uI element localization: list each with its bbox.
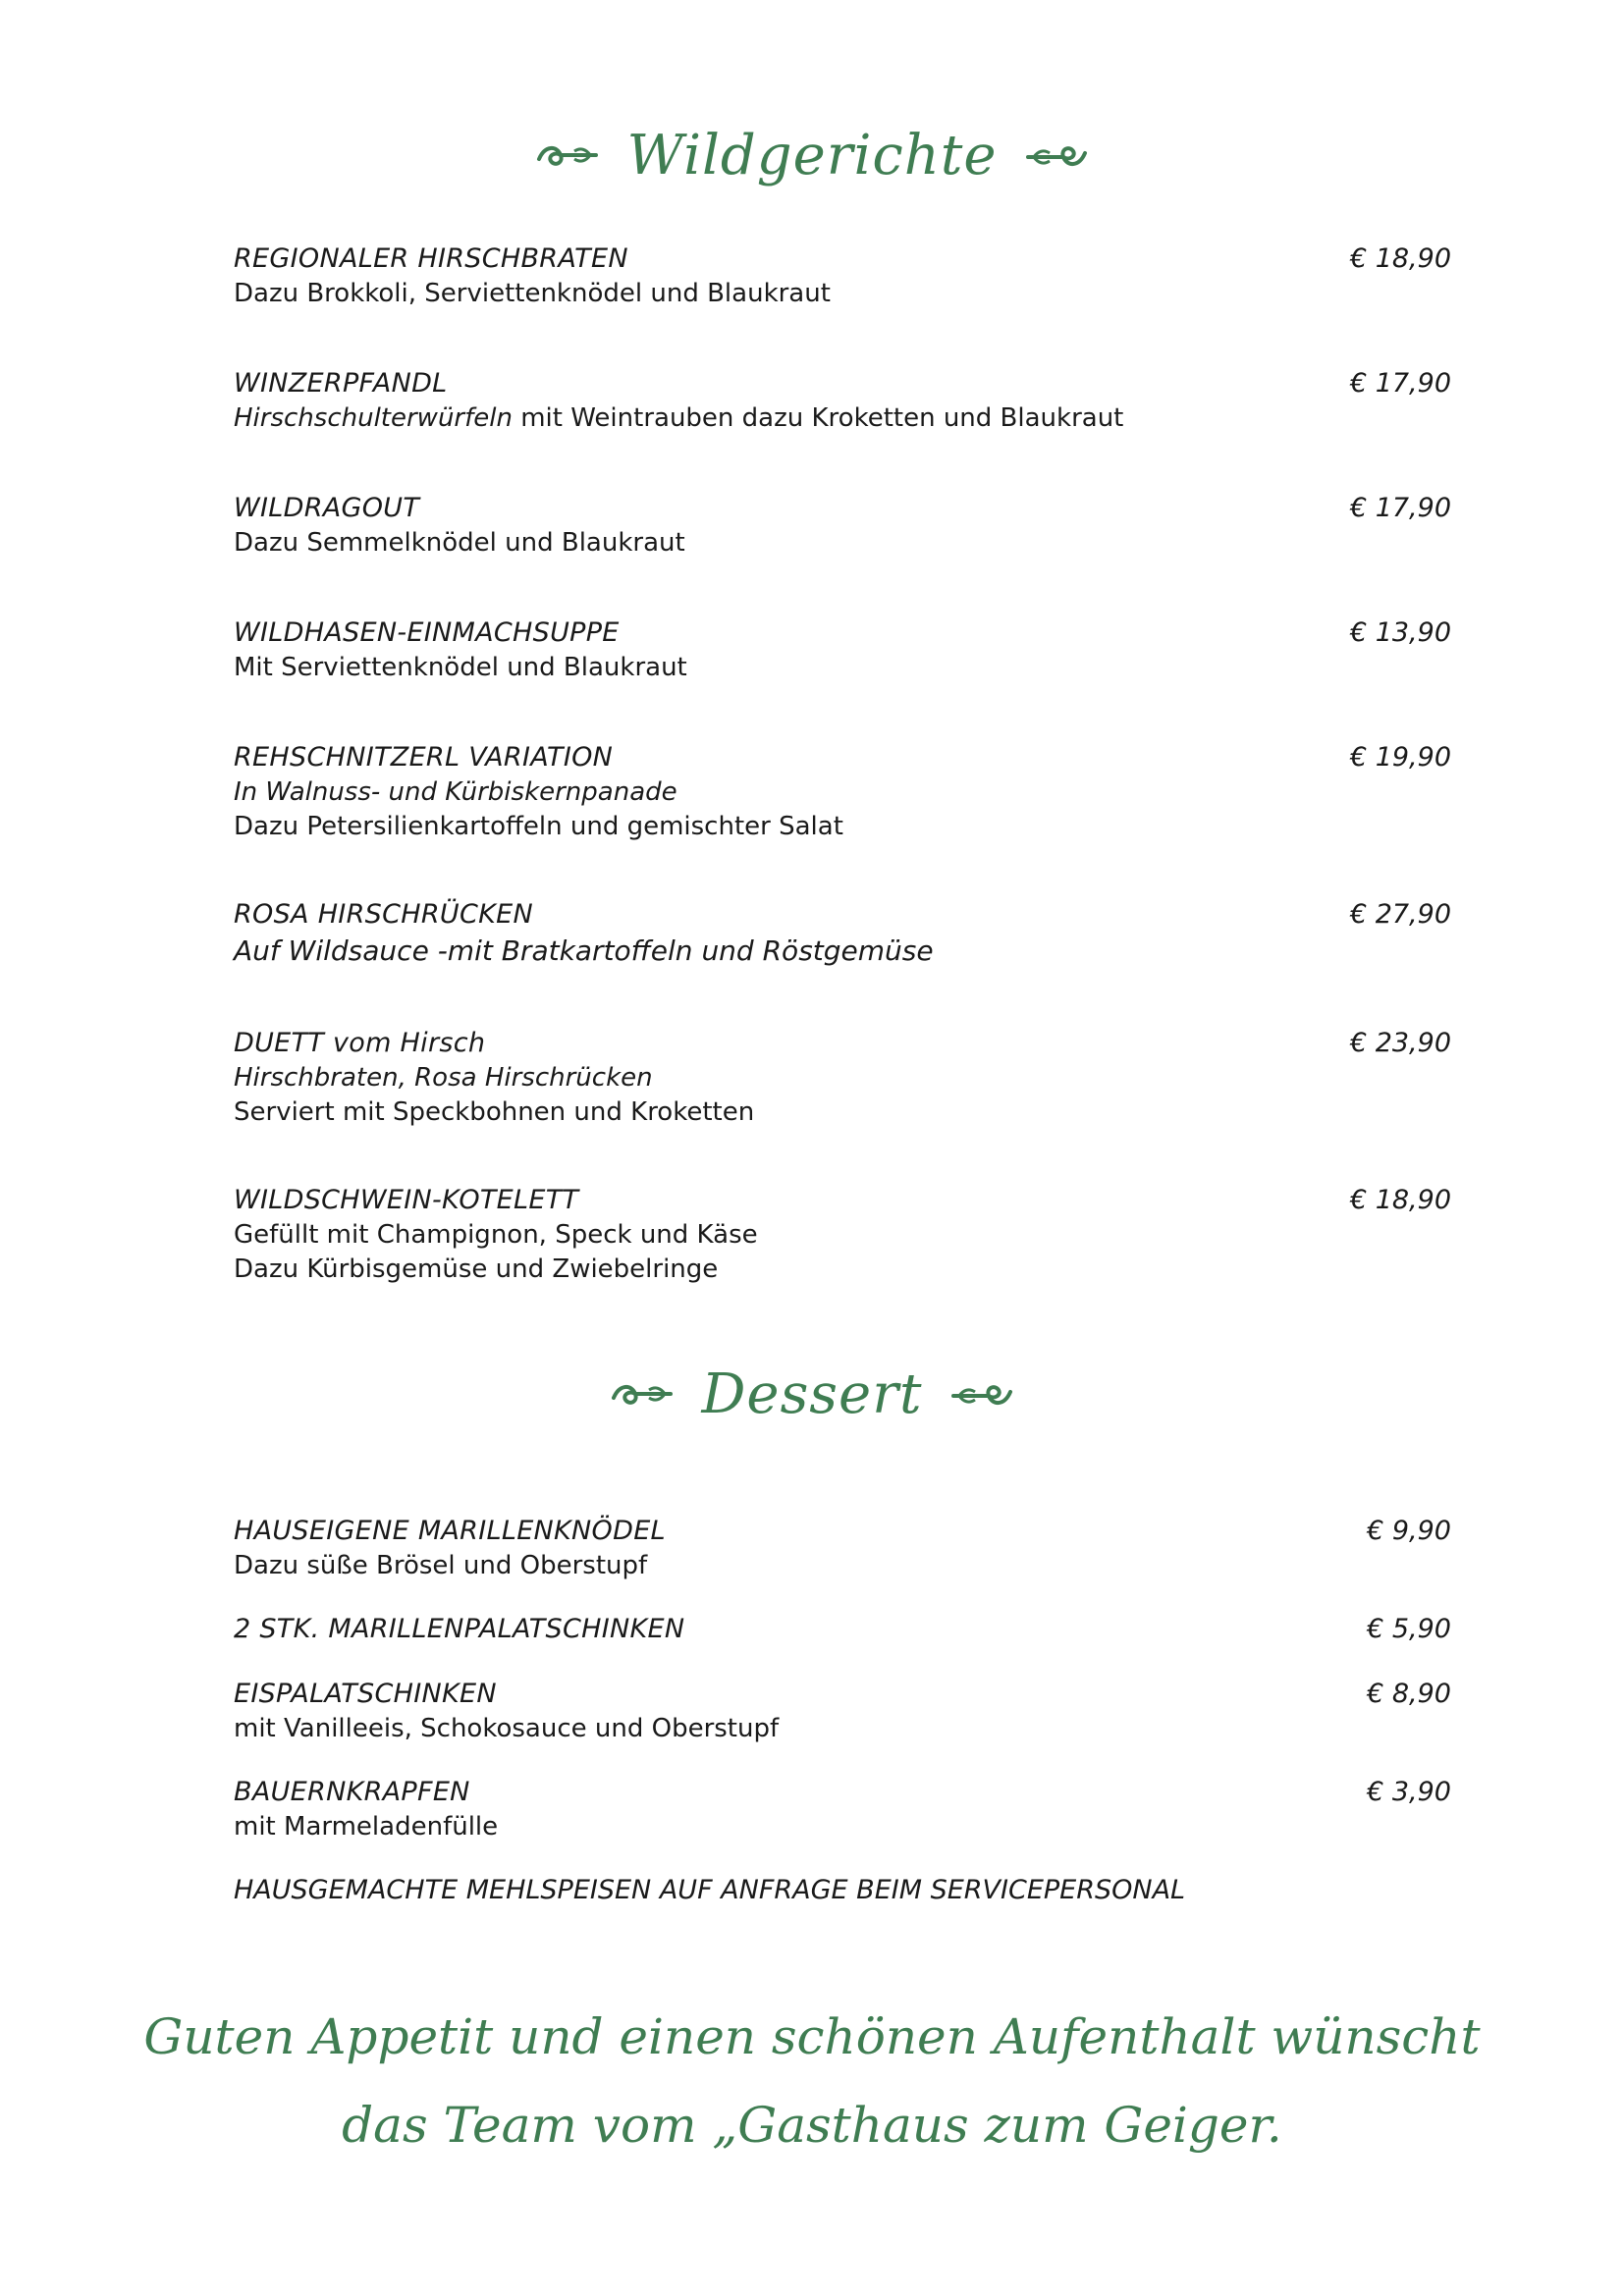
item-price: € 23,90: [1349, 1028, 1451, 1058]
item-description: Dazu Semmelknödel und Blaukraut: [234, 528, 685, 558]
item-price: € 8,90: [1367, 1679, 1451, 1709]
item-description: [234, 401, 1451, 436]
item-description: Dazu Brokkoli, Serviettenknödel und Blaukraut: [234, 279, 831, 308]
section-title-dessert: Dessert: [701, 1362, 923, 1426]
menu-item: [234, 740, 1451, 844]
menu-item: [234, 1612, 1451, 1647]
item-description: mit Vanilleeis, Schokosauce und Oberstupf: [234, 1714, 780, 1743]
item-name: HAUSEIGENE MARILLENKNÖDEL: [234, 1516, 666, 1546]
item-price: € 18,90: [1349, 1185, 1451, 1215]
item-description: In Walnuss- und Kürbiskernpanade: [234, 777, 677, 807]
item-description: Gefüllt mit Champignon, Speck und Käse: [234, 1220, 758, 1250]
closing-line-2: das Team vom „Gasthaus zum Geiger.: [342, 2097, 1282, 2154]
item-price: € 19,90: [1349, 742, 1451, 773]
menu-item: [234, 1775, 1451, 1844]
section-heading-dessert: [0, 1362, 1624, 1426]
item-price: € 9,90: [1367, 1516, 1451, 1546]
item-name: 2 STK. MARILLENPALATSCHINKEN: [234, 1614, 685, 1644]
menu-item: [234, 615, 1451, 685]
item-description: Mit Serviettenknödel und Blaukraut: [234, 653, 687, 682]
closing-line-1: Guten Appetit und einen schönen Aufenthalt wünscht: [143, 2008, 1481, 2065]
item-name: REGIONALER HIRSCHBRATEN: [234, 243, 628, 274]
item-description: Hirschbraten, Rosa Hirschrücken: [234, 1063, 653, 1093]
menu-item: [234, 241, 1451, 311]
flourish-right-icon: [949, 1378, 1014, 1412]
item-description-italic: Hirschschulterwürfeln: [234, 403, 513, 433]
item-name: WINZERPFANDL: [234, 368, 448, 399]
item-price: € 17,90: [1349, 368, 1451, 399]
menu-item: [234, 1026, 1451, 1130]
menu-item: [234, 491, 1451, 561]
item-description: Dazu Petersilienkartoffeln und gemischter Salat: [234, 812, 843, 841]
item-price: € 27,90: [1349, 899, 1451, 930]
dessert-note: HAUSGEMACHTE MEHLSPEISEN AUF ANFRAGE BEIM SERVICEPERSONAL: [234, 1875, 1186, 1905]
menu-item: [234, 1183, 1451, 1287]
menu-item: [234, 897, 1451, 970]
item-description: Dazu Kürbisgemüse und Zwiebelringe: [234, 1255, 719, 1284]
item-description: Dazu süße Brösel und Oberstupf: [234, 1551, 648, 1580]
item-name: DUETT vom Hirsch: [234, 1028, 486, 1058]
item-price: € 18,90: [1349, 243, 1451, 274]
item-name: WILDRAGOUT: [234, 493, 420, 523]
item-name: BAUERNKRAPFEN: [234, 1777, 470, 1807]
section-title-wildgerichte: Wildgerichte: [626, 124, 998, 187]
section-heading-wildgerichte: [0, 124, 1624, 187]
item-description: Serviert mit Speckbohnen und Kroketten: [234, 1097, 755, 1127]
item-description: Auf Wildsauce -mit Bratkartoffeln und Röstgemüse: [234, 934, 934, 967]
item-price: € 17,90: [1349, 493, 1451, 523]
item-name: WILDHASEN-EINMACHSUPPE: [234, 617, 620, 648]
item-price: € 3,90: [1367, 1777, 1451, 1807]
flourish-right-icon: [1024, 139, 1089, 173]
item-description-rest: mit Weintrauben dazu Kroketten und Blaukraut: [512, 403, 1124, 433]
item-price: € 5,90: [1367, 1614, 1451, 1644]
menu-item: [234, 1677, 1451, 1746]
item-description: mit Marmeladenfülle: [234, 1812, 499, 1842]
menu-item: [234, 366, 1451, 436]
item-name: REHSCHNITZERL VARIATION: [234, 742, 614, 773]
item-name: WILDSCHWEIN-KOTELETT: [234, 1185, 579, 1215]
item-price: € 13,90: [1349, 617, 1451, 648]
menu-item: [234, 1514, 1451, 1583]
flourish-left-icon: [610, 1378, 675, 1412]
item-name: ROSA HIRSCHRÜCKEN: [234, 899, 533, 930]
flourish-left-icon: [535, 139, 600, 173]
item-name: EISPALATSCHINKEN: [234, 1679, 497, 1709]
